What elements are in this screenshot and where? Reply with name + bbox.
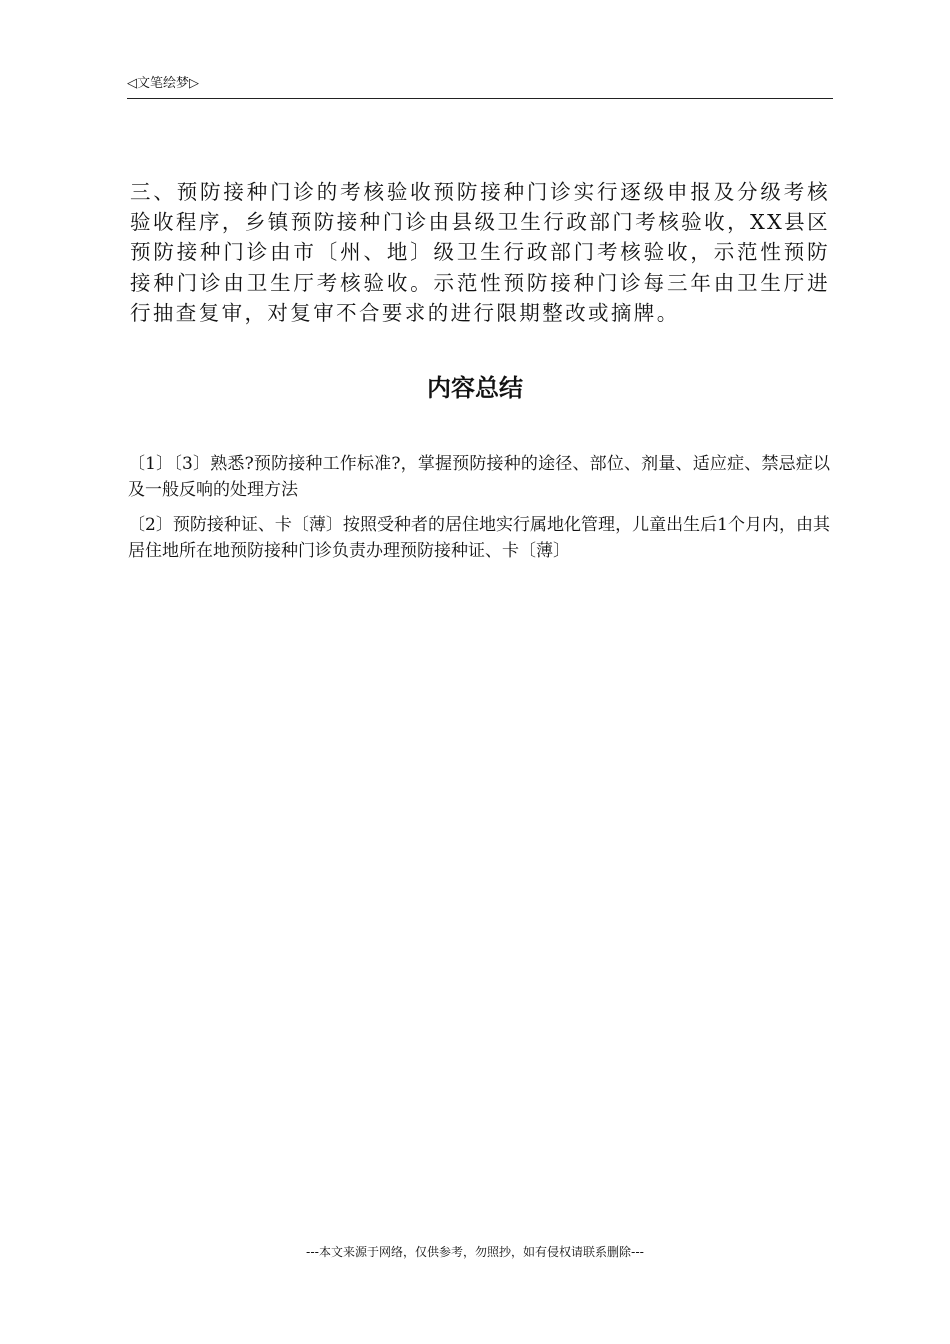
summary-title: 内容总结 <box>427 373 523 402</box>
header-text: ◁文笔绘梦▷ <box>127 76 199 91</box>
main-paragraph: 三、预防接种门诊的考核验收预防接种门诊实行逐级申报及分级考核验收程序，乡镇预防接种门诊由县级卫生行政部门考核验收，XX县区预防接种门诊由市〔州、地〕级卫生行政部门考核验收，示范性预防接种门诊由卫生厅考核验收。示范性预防接种门诊每三年由卫生厅进行抽查复审，对复审不合要求的进行限期整改或摘牌。 <box>130 180 830 325</box>
page-header <box>127 74 833 99</box>
summary-item-2: 〔2〕预防接种证、卡〔薄〕按照受种者的居住地实行属地化管理，儿童出生后1个月内，由其居住地所在地预防接种门诊负责办理预防接种证、卡〔薄〕 <box>128 515 830 561</box>
summary-item-1: 〔1〕〔3〕熟悉?预防接种工作标准?，掌握预防接种的途径、部位、剂量、适应症、禁忌症以及一般反响的处理方法 <box>128 454 830 500</box>
page-footer: ---本文来源于网络，仅供参考，勿照抄，如有侵权请联系删除--- <box>306 1245 644 1259</box>
